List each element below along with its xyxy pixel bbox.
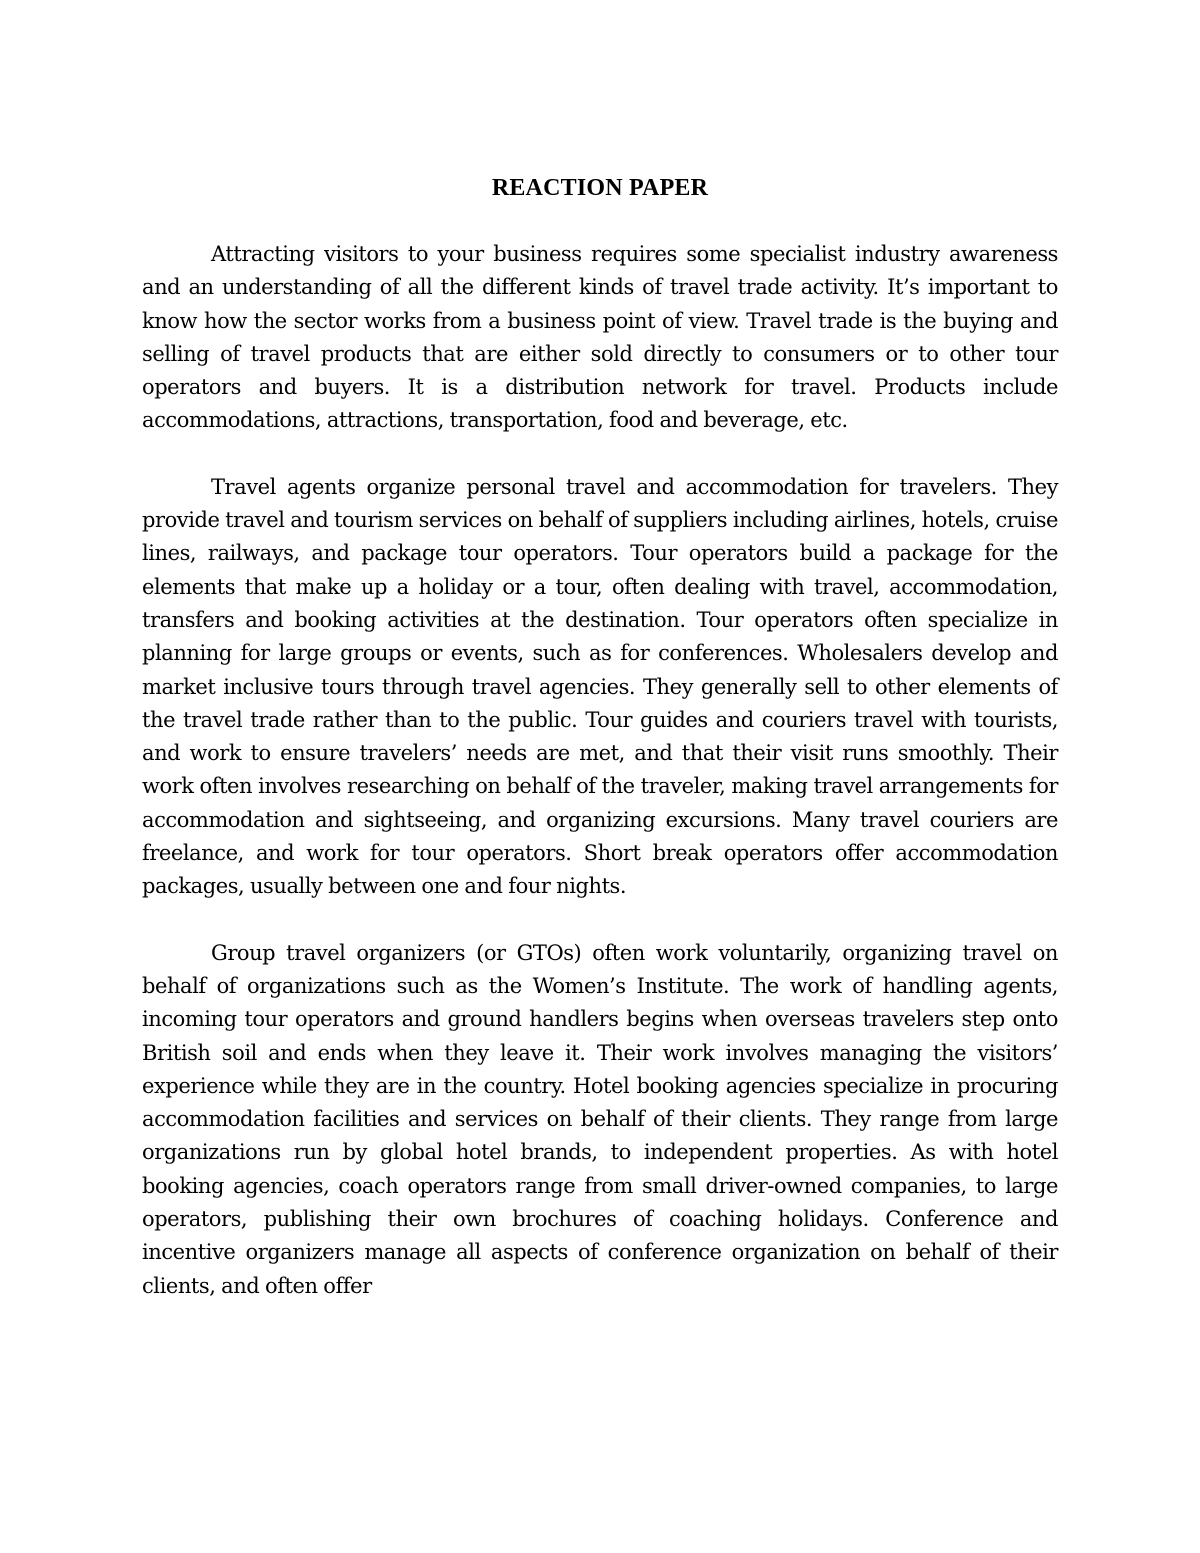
paragraph-2: Travel agents organize personal travel and accommodation for travelers. They provide travel and tourism services on behalf of suppliers including airlines, hotels, cruise lines, railways, and package tour operators. Tour operators build a package for the elements that make up a holiday or a tour, often dealing with travel, accommodation, transfers and booking activities at the destination. Tour operators often specialize in planning for large groups or events, such as for conferences. Wholesalers develop and market inclusive tours through travel agencies. They generally sell to other elements of the travel trade rather than to the public. Tour guides and couriers travel with tourists, and work to ensure travelers’ needs are met, and that their visit runs smoothly. Their work often involves researching on behalf of the traveler, making travel arrangements for accommodation and sightseeing, and organizing excursions. Many travel couriers are freelance, and work for tour operators. Short break operators offer accommodation packages, usually between one and four nights. — [142, 474, 1058, 899]
document-title: REACTION PAPER — [491, 175, 709, 201]
document-body — [142, 238, 1058, 1303]
paragraph-1: Attracting visitors to your business requires some specialist industry awareness and an understanding of all the different kinds of travel trade activity. It’s important to know how the sector works from a business point of view. Travel trade is the buying and selling of travel products that are either sold directly to consumers or to other tour operators and buyers. It is a distribution network for travel. Products include accommodations, attractions, transportation, food and beverage, etc. — [142, 242, 1058, 433]
paragraph-3: Group travel organizers (or GTOs) often work voluntarily, organizing travel on behalf of organizations such as the Women’s Institute. The work of handling agents, incoming tour operators and ground handlers begins when overseas travelers step onto British soil and ends when they leave it. Their work involves managing the visitors’ experience while they are in the country. Hotel booking agencies specialize in procuring accommodation facilities and services on behalf of their clients. They range from large organizations run by global hotel brands, to independent properties. As with hotel booking agencies, coach operators range from small driver-owned companies, to large operators, publishing their own brochures of coaching holidays. Conference and incentive organizers manage all aspects of conference organization on behalf of their clients, and often offer — [142, 940, 1058, 1298]
